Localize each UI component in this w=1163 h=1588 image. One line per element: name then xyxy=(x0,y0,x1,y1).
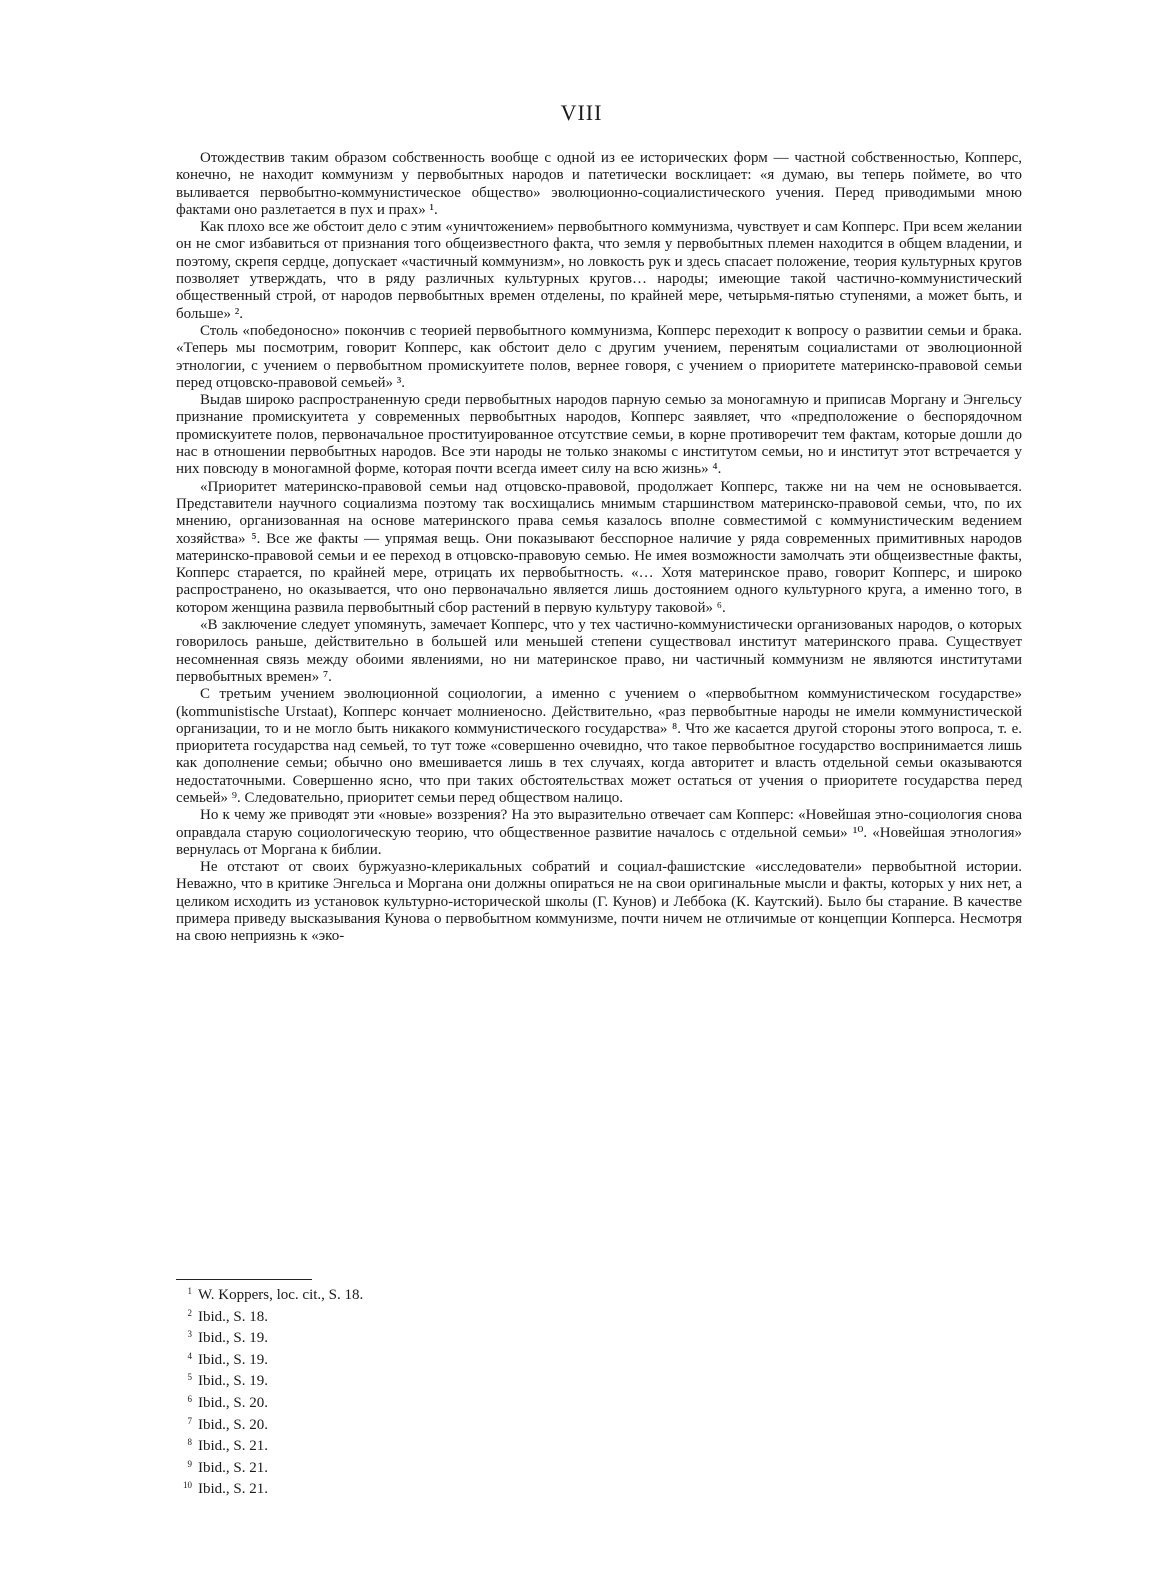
footnote-text: Ibid., S. 19. xyxy=(198,1351,269,1368)
footnote-number: 6 xyxy=(187,1393,192,1404)
paragraph: С третьим учением эволюционной социологии, а именно с учением о «первобытном коммунистическом государстве» (kommunistische Urstaat), Копперс кончает молниеносно. Действительно, «раз первобытные народы не имели коммунистической организации, то и не могло быть никакого коммунистического государства» ⁸. Что же касается другой стороны этого вопроса, т. е. приоритета государства над семьей, то тут тоже «совершенно очевидно, что такое первобытное государство воспринимается лишь как дополнение семьи; обычно оно вмешивается лишь в тех случаях, когда авторитет и власть отдельной семьи оказываются недостаточными. Совершенно ясно, что при таких обстоятельствах может остаться от учения о приоритете государства перед семьей» ⁹. Следовательно, приоритет семьи перед обществом налицо. xyxy=(176,686,1022,806)
footnote-text: Ibid., S. 18. xyxy=(198,1308,269,1325)
footnote-number: 8 xyxy=(187,1437,192,1448)
footnote-number: 10 xyxy=(183,1480,192,1491)
footnote-number: 5 xyxy=(187,1372,192,1383)
footnote-number: 7 xyxy=(187,1415,192,1426)
paragraph: Как плохо все же обстоит дело с этим «уничтожением» первобытного коммунизма, чувствует и сам Копперс. При всем желании он не смог избавиться от признания того общеизвестного факта, что земля у первобытных племен находится в общем владении, и поэтому, скрепя сердце, допускает «частичный коммунизм», но ловкость рук и здесь спасает положение, теория культурных кругов позволяет утверждать, что в ряду различных культурных кругов… народы; имеющие такой частично-коммунистический общественный строй, от народов первобытных времен отделены, по крайней мере, четырьмя-пятью ступенями, а может быть, и больше» ². xyxy=(176,219,1022,322)
paragraph: Не отстают от своих буржуазно-клерикальных собратий и социал-фашистские «исследователи» первобытной истории. Неважно, что в критике Энгельса и Моргана они должны опираться не на свои оригинальные мысли и факты, которых у них нет, а целиком исходить из установок культурно-исторической школы (Г. Кунов) и Леббока (К. Каутский). Было бы старание. В качестве примера приведу высказывания Кунова о первобытном коммунизме, почти ничем не отличимые от концепции Копперса. Несмотря на свою неприязнь к «эко- xyxy=(176,859,1022,945)
footnote-number: 9 xyxy=(187,1458,192,1469)
footnote xyxy=(176,1369,576,1391)
footnote-text: Ibid., S. 21. xyxy=(198,1438,269,1455)
footnote xyxy=(176,1283,576,1305)
paragraph: Но к чему же приводят эти «новые» воззрения? На это выразительно отвечает сам Копперс: «Новейшая этно-социология снова оправдала старую социологическую теорию, что общественное развитие началось с отдельной семьи» ¹⁰. «Новейшая этнология» вернулась от Моргана к библии. xyxy=(176,807,1022,858)
paragraph: Отождествив таким образом собственность вообще с одной из ее исторических форм — частной собственностью, Копперс, конечно, не находит коммунизм у первобытных народов и патетически восклицает: «я думаю, вы теперь поймете, во что выливается первобытно-коммунистическое общество» эволюционно-социалистического учения. Перед приводимыми мною фактами оно разлетается в пух и прах» ¹. xyxy=(176,150,1022,218)
footnote-number: 4 xyxy=(187,1350,192,1361)
footnote-separator xyxy=(176,1279,312,1280)
page-number: VIII xyxy=(560,100,603,125)
footnote xyxy=(176,1413,576,1435)
footnote xyxy=(176,1391,576,1413)
footnote xyxy=(176,1348,576,1370)
footnote xyxy=(176,1305,576,1327)
paragraph: Выдав широко распространенную среди первобытных народов парную семью за моногамную и приписав Моргану и Энгельсу признание промискуитета у современных первобытных народов, Копперс заявляет, что «предположение о беспорядочном промискуитете полов, первоначальное проституированное отсутствие семьи, в корне противоречит тем фактам, которые дошли до нас в отношении первобытных народов. Все эти народы не только знакомы с институтом семьи, но и институт этот встречается у них повсюду в моногамной форме, которая почти всегда имеет силу на всю жизнь» ⁴. xyxy=(176,392,1022,478)
footnote-number: 1 xyxy=(187,1286,192,1296)
paragraph: «В заключение следует упомянуть, замечает Копперс, что у тех частично-коммунистически организованых народов, о которых говорилось раньше, действительно в большей или меньшей степени существовал институт материнского права. Существует несомненная связь между обоими явлениями, но ни материнское право, ни частичный коммунизм не являются институтами первобытных времен» ⁷. xyxy=(176,617,1022,685)
footnotes xyxy=(176,1283,576,1499)
footnote-text: Ibid., S. 19. xyxy=(198,1330,269,1347)
footnote-text: W. Koppers, loc. cit., S. 18. xyxy=(198,1287,364,1303)
footnote xyxy=(176,1456,576,1478)
footnote xyxy=(176,1326,576,1348)
footnote xyxy=(176,1477,576,1499)
body-text xyxy=(176,150,1022,946)
footnote-text: Ibid., S. 20. xyxy=(198,1416,269,1433)
footnote-text: Ibid., S. 21. xyxy=(198,1459,269,1476)
footnote-text: Ibid., S. 19. xyxy=(198,1373,269,1390)
footnote-text: Ibid., S. 20. xyxy=(198,1394,269,1411)
paragraph: «Приоритет материнско-правовой семьи над отцовско-правовой, продолжает Копперс, также ни на чем не основывается. Представители научного социализма поэтому так восхищались мнимым старшинством материнско-правовой семьи, что, по их мнению, организованная на основе материнского права семья казалось вполне совместимой с коммунистическим ведением хозяйства» ⁵. Все же факты — упрямая вещь. Они показывают бесспорное наличие у ряда современных примитивных народов материнско-правовой семьи и ее переход в отцовско-правовую семью. Не имея возможности замолчать эти общеизвестные факты, Копперс старается, по крайней мере, отрицать их первобытность. «… Хотя материнское право, говорит Копперс, и широко распространено, но оказывается, что оно первоначально является лишь достоянием одного культурного круга, а именно того, в котором женщина развила первобытный сбор растений в первую культуру таковой» ⁶. xyxy=(176,478,1022,616)
footnote-text: Ibid., S. 21. xyxy=(198,1481,269,1498)
paragraph: Столь «победоносно» покончив с теорией первобытного коммунизма, Копперс переходит к вопросу о развитии семьи и брака. «Теперь мы посмотрим, говорит Копперс, как обстоит дело с другим учением, перенятым социалистами от эволюционной этнологии, с учением о первобытном промискуитете полов, вернее говоря, с учением о приоритете материнско-правовой семьи перед отцовско-правовой семьей» ³. xyxy=(176,322,1022,391)
footnote xyxy=(176,1434,576,1456)
footnote-number: 3 xyxy=(187,1329,192,1340)
footnote-number: 2 xyxy=(187,1307,192,1318)
